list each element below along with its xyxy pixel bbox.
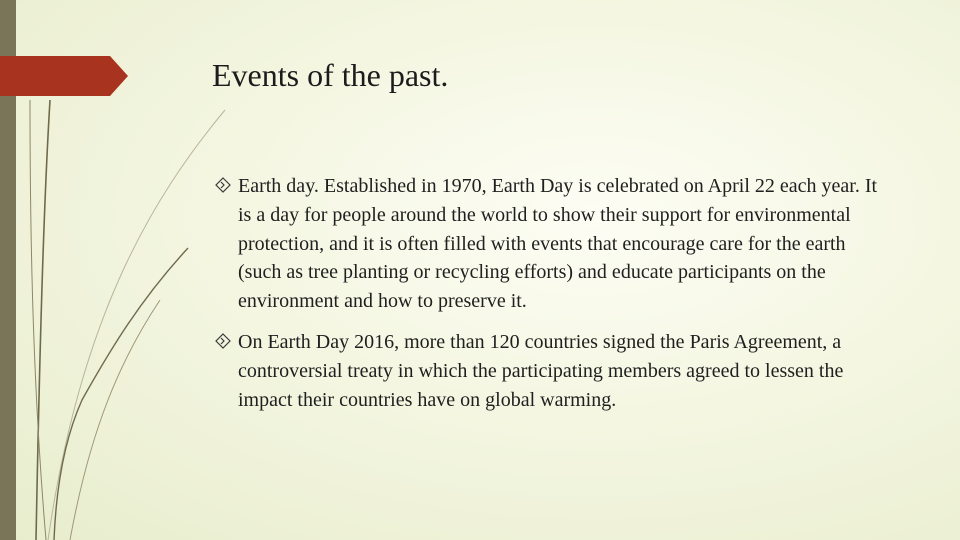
diamond-arrow-icon — [214, 332, 232, 350]
slide-title: Events of the past. — [212, 57, 449, 93]
bullet-item — [214, 328, 890, 414]
bullet-text: Earth day. Established in 1970, Earth Day is celebrated on April 22 each year. It is a day for people around the world to show their support for environmental protection, and it is often filled with events that encourage care for the earth (such as tree planting or recycling efforts) and educate participants on the environment and how to preserve it. — [238, 175, 878, 313]
diamond-arrow-icon — [214, 176, 232, 194]
bullet-text: On Earth Day 2016, more than 120 countries signed the Paris Agreement, a controversial treaty in which the participating members agreed to lessen the impact their countries have on global warming. — [238, 330, 844, 411]
bullet-item — [214, 172, 890, 316]
bullet-list — [214, 172, 890, 426]
title-accent-tab — [0, 56, 128, 96]
